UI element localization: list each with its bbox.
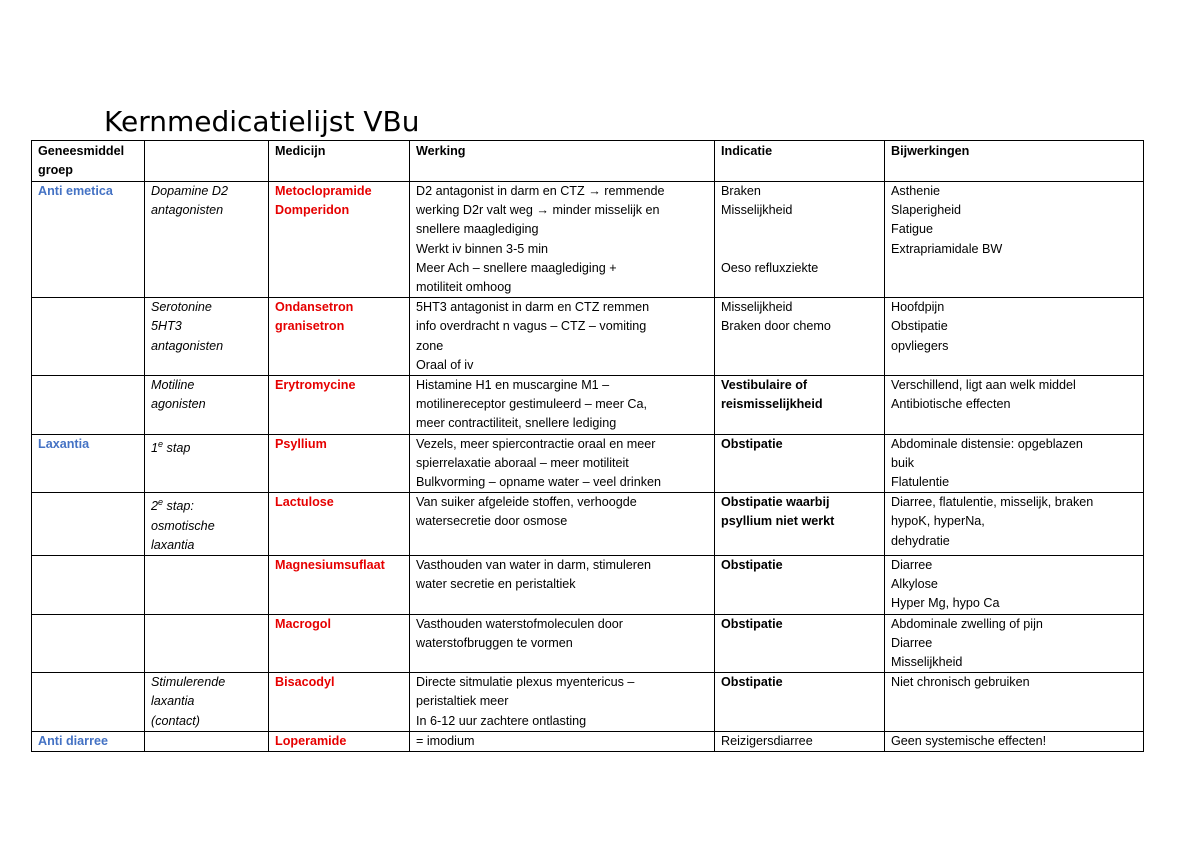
bijwerking-line: Abdominale zwelling of pijn [891,616,1043,631]
bijwerking-line: Fatigue [891,222,934,237]
werking-line: Vasthouden waterstofmoleculen door [416,616,623,631]
subgroup-cell [145,434,269,493]
werking-cell [410,614,715,673]
bijwerkingen-cell [885,556,1144,615]
werking-line: meer contractiliteit, snellere lediging [416,416,617,431]
werking-line: Directe sitmulatie plexus myentericus – [416,675,635,690]
table-row [32,493,1144,556]
bijwerkingen-cell [885,673,1144,732]
werking-line: D2 antagonist in darm en CTZ → remmende [416,184,665,198]
group-cell [32,556,145,615]
subgroup-cell [145,673,269,732]
werking-line: Werkt iv binnen 3-5 min [416,241,549,256]
group-label: Anti emetica [38,184,113,198]
bijwerkingen-cell [885,182,1144,298]
bijwerking-line: Asthenie [891,184,941,198]
indicatie-line [721,220,878,239]
bijwerking-line: Verschillend, ligt aan welk middel [891,378,1076,393]
header-werking: Werking [410,141,715,182]
group-label: Laxantia [38,436,90,451]
werking-cell [410,731,715,751]
bijwerkingen-cell [885,434,1144,493]
subgroup-line: antagonisten [151,338,224,353]
indicatie-cell [715,556,885,615]
indicatie-line: Obstipatie [721,675,783,690]
medicine-name: Bisacodyl [275,675,335,690]
indicatie-cell [715,376,885,435]
indicatie-line: Reizigersdiarree [721,733,813,748]
table-row [32,376,1144,435]
subgroup-cell [145,556,269,615]
bijwerking-line: Obstipatie [891,319,948,334]
bijwerking-line: dehydratie [891,533,950,548]
subgroup-cell [145,493,269,556]
subgroup-cell [145,731,269,751]
indicatie-line: psyllium niet werkt [721,514,835,529]
werking-cell [410,376,715,435]
medicine-cell [269,376,410,435]
indicatie-line: Braken door chemo [721,319,831,334]
table-row [32,556,1144,615]
subgroup-line: (contact) [151,713,200,728]
bijwerking-line: Diarree [891,635,933,650]
werking-cell [410,434,715,493]
bijwerking-line: Hoofdpijn [891,300,945,315]
bijwerking-line: Hyper Mg, hypo Ca [891,596,1000,611]
werking-line: zone [416,338,444,353]
table-row [32,673,1144,732]
subgroup-line: Dopamine D2 [151,184,229,198]
bijwerking-line: Diarree, flatulentie, misselijk, braken [891,495,1094,510]
werking-cell [410,493,715,556]
indicatie-line: Misselijkheid [721,300,793,315]
bijwerking-line: Flatulentie [891,475,950,490]
medicine-cell [269,493,410,556]
medicine-name: Domperidon [275,203,350,218]
medicine-name: Psyllium [275,436,327,451]
group-cell [32,298,145,376]
subgroup-line: 1e stap [151,438,191,455]
subgroup-cell [145,376,269,435]
medicine-cell [269,182,410,298]
bijwerking-line: Niet chronisch gebruiken [891,675,1030,690]
table-row [32,614,1144,673]
table-header-row [32,141,1144,182]
bijwerking-line: Extrapriamidale BW [891,241,1003,256]
indicatie-line [721,240,878,259]
table-row [32,182,1144,298]
subgroup-line: osmotische [151,518,215,533]
indicatie-line: reismisselijkheid [721,397,823,412]
werking-line: waterstofbruggen te vormen [416,635,573,650]
werking-line: peristaltiek meer [416,694,509,709]
group-label: Anti diarree [38,733,108,748]
bijwerkingen-cell [885,376,1144,435]
werking-cell [410,182,715,298]
bijwerking-line: Antibiotische effecten [891,397,1011,412]
subgroup-cell [145,298,269,376]
indicatie-cell [715,182,885,298]
werking-line: info overdracht n vagus – CTZ – vomiting [416,319,647,334]
medicine-name: Macrogol [275,616,331,631]
medicine-name: Magnesiumsuflaat [275,558,385,573]
indicatie-line: Oeso refluxziekte [721,260,819,275]
subgroup-cell [145,614,269,673]
bijwerking-line: Geen systemische effecten! [891,733,1047,748]
medicine-name: Ondansetron [275,300,354,315]
werking-line: water secretie en peristaltiek [416,577,576,592]
bijwerkingen-cell [885,298,1144,376]
medicine-cell [269,556,410,615]
indicatie-line: Vestibulaire of [721,378,808,393]
indicatie-cell [715,298,885,376]
werking-line: spierrelaxatie aboraal – meer motiliteit [416,455,629,470]
indicatie-line: Misselijkheid [721,203,793,218]
indicatie-cell [715,493,885,556]
medicine-name: Metoclopramide [275,184,372,198]
werking-line: Oraal of iv [416,357,474,372]
werking-line: 5HT3 antagonist in darm en CTZ remmen [416,300,650,315]
subgroup-line: agonisten [151,397,206,412]
group-cell [32,182,145,298]
subgroup-line: Serotonine [151,300,212,315]
werking-line: In 6-12 uur zachtere ontlasting [416,713,587,728]
werking-line: Bulkvorming – opname water – veel drinken [416,475,662,490]
medicine-name: Erytromycine [275,378,356,393]
bijwerking-line: Alkylose [891,577,938,592]
medicine-name: granisetron [275,319,345,334]
subgroup-line: antagonisten [151,203,224,218]
subgroup-line: laxantia [151,694,195,709]
indicatie-cell [715,614,885,673]
indicatie-cell [715,673,885,732]
medicine-cell [269,614,410,673]
indicatie-line: Obstipatie [721,558,783,573]
bijwerking-line: hypoK, hyperNa, [891,514,985,529]
werking-line: Meer Ach – snellere maaglediging + [416,260,617,275]
indicatie-line: Obstipatie waarbij [721,495,830,510]
werking-line: Vasthouden van water in darm, stimuleren [416,558,651,573]
bijwerking-line: Diarree [891,558,933,573]
header-bijwerkingen: Bijwerkingen [885,141,1144,182]
werking-line: watersecretie door osmose [416,514,568,529]
bijwerking-line: Abdominale distensie: opgeblazen [891,436,1083,451]
group-cell [32,434,145,493]
page-title: Kernmedicatielijst VBu [104,105,420,138]
subgroup-line: Motiline [151,378,195,393]
medicine-cell [269,298,410,376]
werking-cell [410,556,715,615]
table-row [32,434,1144,493]
subgroup-line: 2e stap: [151,497,194,514]
werking-line: werking D2r valt weg → minder misselijk en [416,203,660,218]
medicine-cell [269,731,410,751]
header-medicijn: Medicijn [269,141,410,182]
header-subgroep [145,141,269,182]
subgroup-cell [145,182,269,298]
subgroup-line: 5HT3 [151,319,182,334]
werking-line: = imodium [416,733,475,748]
subgroup-line: Stimulerende [151,675,226,690]
table-row [32,298,1144,376]
subgroup-line: laxantia [151,537,195,552]
werking-line: motilinereceptor gestimuleerd – meer Ca, [416,397,647,412]
medicine-cell [269,434,410,493]
group-cell [32,376,145,435]
indicatie-line: Braken [721,184,761,198]
bijwerkingen-cell [885,614,1144,673]
indicatie-line: Obstipatie [721,436,783,451]
werking-line: Vezels, meer spiercontractie oraal en meer [416,436,656,451]
indicatie-cell [715,731,885,751]
bijwerking-line: buik [891,455,915,470]
group-cell [32,614,145,673]
bijwerkingen-cell [885,731,1144,751]
header-geneesmiddel-groep: Geneesmiddel groep [32,141,145,182]
bijwerking-line: Misselijkheid [891,655,963,670]
medication-table [31,140,1144,752]
werking-line: motiliteit omhoog [416,280,512,295]
header-indicatie: Indicatie [715,141,885,182]
werking-line: Van suiker afgeleide stoffen, verhoogde [416,495,637,510]
medicine-name: Loperamide [275,733,347,748]
werking-line: snellere maaglediging [416,222,539,237]
group-cell [32,493,145,556]
indicatie-cell [715,434,885,493]
bijwerkingen-cell [885,493,1144,556]
group-cell [32,731,145,751]
indicatie-line: Obstipatie [721,616,783,631]
werking-cell [410,298,715,376]
werking-line: Histamine H1 en muscargine M1 – [416,378,610,393]
werking-cell [410,673,715,732]
medicine-name: Lactulose [275,495,334,510]
medicine-cell [269,673,410,732]
bijwerking-line: Slaperigheid [891,203,962,218]
table-row [32,731,1144,751]
bijwerking-line: opvliegers [891,338,949,353]
group-cell [32,673,145,732]
